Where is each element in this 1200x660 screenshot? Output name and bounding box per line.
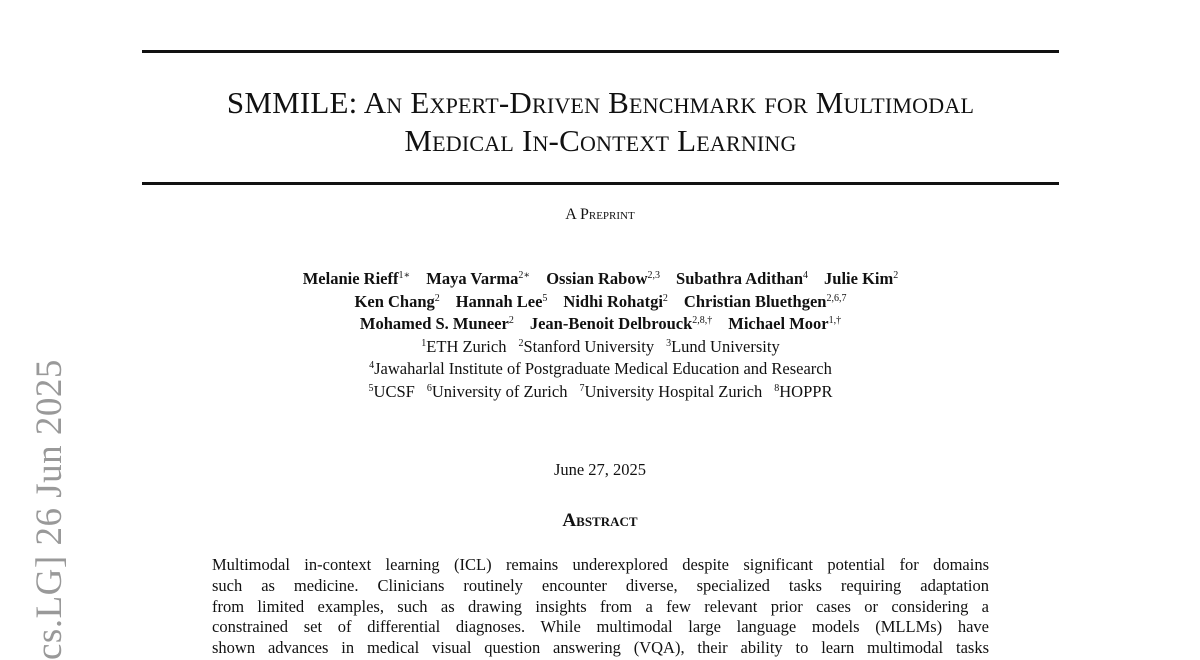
affiliation: $^8$HOPPR bbox=[774, 381, 833, 401]
preprint-label: A Preprint bbox=[565, 206, 635, 223]
author-affiliation-mark: 2,3 bbox=[647, 270, 661, 281]
paper-title bbox=[142, 84, 1059, 160]
author-affiliation-mark: 2,6,7 bbox=[826, 292, 847, 304]
author-affiliation-mark: 2 bbox=[893, 270, 899, 281]
author-affiliation-mark: 2∗ bbox=[518, 270, 531, 281]
affiliation-number: 5 bbox=[368, 382, 374, 394]
affiliation-number: 7 bbox=[579, 382, 585, 394]
affiliation-number: 2 bbox=[518, 337, 524, 349]
abstract-line: constrained set of differential diagnoses. While multimodal large language models (MLLMs) have bbox=[212, 617, 989, 637]
author-affiliation-mark: 2 bbox=[434, 292, 440, 304]
author-name: Subathra Adithan$^4$ bbox=[676, 269, 809, 288]
abstract-line: shown advances in medical visual question answering (VQA), their ability to learn multimodal tasks bbox=[212, 638, 989, 658]
title-line-1: SMMILE: An Expert-Driven Benchmark for Multimodal bbox=[226, 85, 975, 120]
author-name: Mohamed S. Muneer$^2$ bbox=[359, 314, 514, 333]
author-affiliation-mark: 2 bbox=[662, 292, 668, 304]
affiliation: $^4$Jawaharlal Institute of Postgraduate Medical Education and Research bbox=[369, 359, 832, 378]
paper-date: June 27, 2025 bbox=[553, 460, 647, 479]
author-name: Julie Kim$^2$ bbox=[824, 269, 899, 288]
author-name: Jean-Benoit Delbrouck$^{2,8,\dagger}$ bbox=[529, 314, 713, 333]
affiliation-number: 3 bbox=[666, 337, 672, 349]
affiliation-line bbox=[142, 358, 1059, 381]
author-line bbox=[142, 268, 1059, 291]
author-name: Hannah Lee$^5$ bbox=[455, 291, 548, 311]
author-affiliation-mark: 5 bbox=[542, 292, 548, 304]
author-name: Melanie Rieff$^{1∗}$ bbox=[302, 269, 411, 288]
author-block bbox=[142, 268, 1059, 403]
author-name: Maya Varma$^{2∗}$ bbox=[426, 269, 531, 288]
affiliation: $^1$ETH Zurich bbox=[421, 336, 507, 356]
affiliation: $^7$University Hospital Zurich bbox=[579, 381, 763, 401]
affiliation-line bbox=[142, 336, 1059, 359]
affiliation-number: 4 bbox=[369, 360, 375, 371]
abstract-line: from limited examples, such as drawing insights from a few relevant prior cases or considering a bbox=[212, 596, 989, 616]
title-bottom-rule bbox=[142, 182, 1059, 185]
author-affiliation-mark: 2,8,† bbox=[692, 315, 713, 326]
author-affiliation-mark: 1,† bbox=[828, 315, 842, 326]
author-lines bbox=[142, 268, 1059, 336]
author-affiliation-mark: 4 bbox=[803, 270, 809, 281]
author-line bbox=[142, 313, 1059, 336]
affiliation-number: 1 bbox=[421, 337, 427, 349]
affiliation-lines bbox=[142, 336, 1059, 404]
author-name: Ken Chang$^2$ bbox=[354, 291, 440, 311]
affiliation: $^3$Lund University bbox=[666, 336, 780, 356]
affiliation-number: 6 bbox=[426, 382, 432, 394]
affiliation: $^6$University of Zurich bbox=[426, 381, 568, 401]
author-line bbox=[142, 291, 1059, 314]
affiliation: $^2$Stanford University bbox=[518, 336, 655, 356]
affiliation-line bbox=[142, 381, 1059, 404]
abstract-line: Multimodal in-context learning (ICL) remains underexplored despite significant potential for domains bbox=[212, 555, 989, 574]
affiliation: $^5$UCSF bbox=[368, 381, 415, 401]
author-name: Ossian Rabow$^{2,3}$ bbox=[546, 269, 661, 288]
author-name: Nidhi Rohatgi$^2$ bbox=[563, 291, 668, 311]
title-line-2: Medical In-Context Learning bbox=[404, 123, 797, 158]
author-name: Michael Moor$^{1,\dagger}$ bbox=[728, 314, 842, 333]
author-affiliation-mark: 2 bbox=[508, 315, 514, 326]
arxiv-side-label: cs.LG] 26 Jun 2025 bbox=[29, 359, 70, 660]
author-affiliation-mark: 1∗ bbox=[398, 270, 411, 281]
author-name: Christian Bluethgen$^{2,6,7}$ bbox=[683, 291, 847, 311]
abstract-body bbox=[212, 555, 989, 659]
abstract-heading: Abstract bbox=[562, 510, 638, 531]
title-top-rule bbox=[142, 50, 1059, 53]
abstract-line: such as medicine. Clinicians routinely encounter diverse, specialized tasks requiring adaptation bbox=[212, 575, 989, 595]
affiliation-number: 8 bbox=[774, 382, 780, 394]
